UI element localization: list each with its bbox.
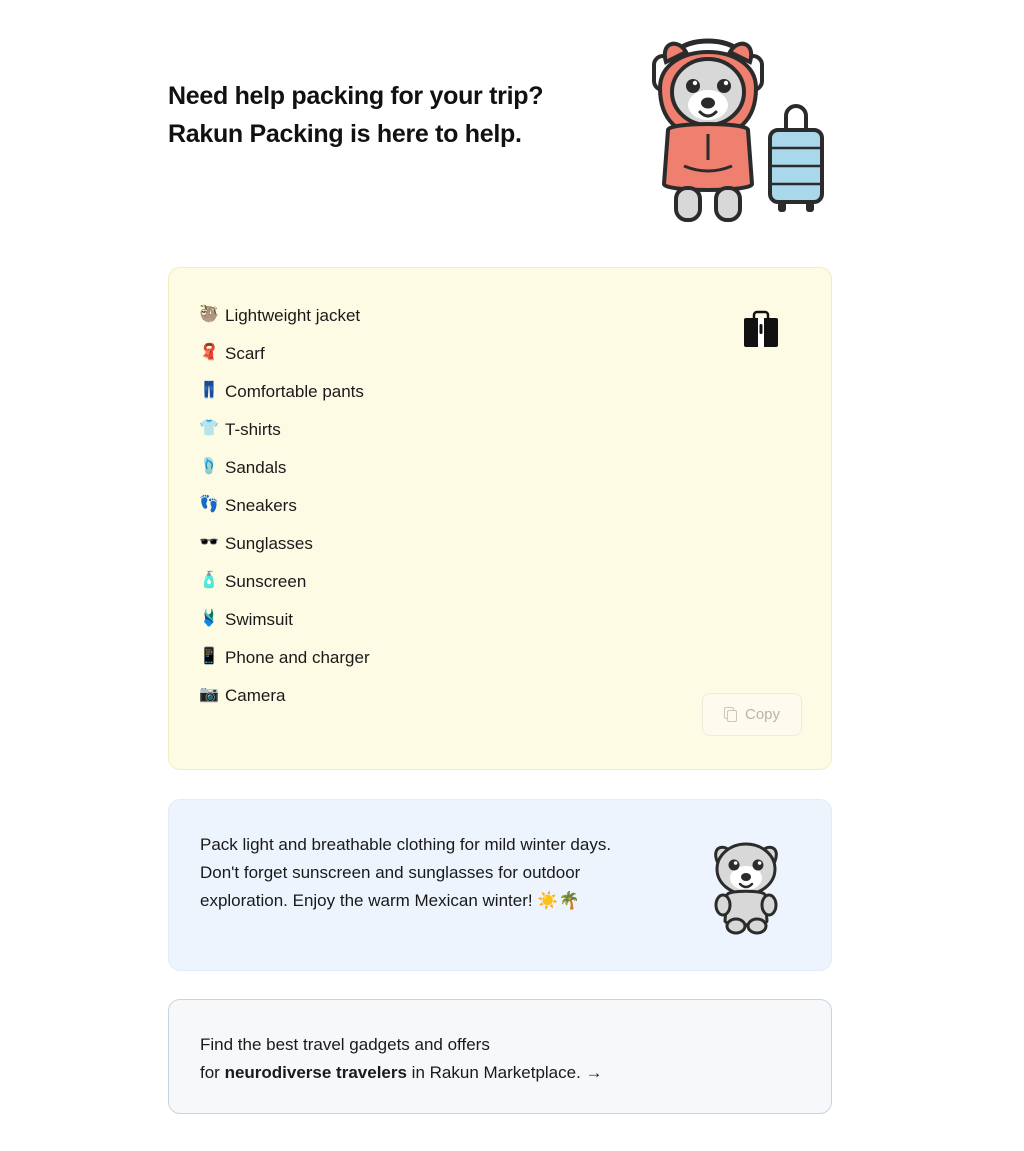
copy-button[interactable]	[702, 693, 802, 736]
list-item	[199, 524, 370, 562]
swimsuit-icon: 🩱	[199, 610, 219, 627]
list-item	[199, 334, 370, 372]
promo-line-1: Find the best travel gadgets and offers	[200, 1035, 490, 1054]
raccoon-mascot-icon	[638, 10, 838, 240]
jacket-icon: 🦥	[199, 306, 219, 323]
list-item-label: Sneakers	[225, 495, 297, 515]
promo-line-2-prefix: for	[200, 1063, 225, 1082]
promo-card[interactable]	[168, 999, 832, 1114]
scarf-icon: 🧣	[199, 344, 219, 361]
promo-text	[200, 1031, 800, 1087]
copy-icon	[724, 707, 738, 723]
list-item	[199, 296, 370, 334]
tshirt-icon: 👕	[199, 420, 219, 437]
list-item	[199, 372, 370, 410]
pants-icon: 👖	[199, 382, 219, 399]
suitcase-icon	[737, 310, 785, 350]
list-item	[199, 638, 370, 676]
list-item-label: Swimsuit	[225, 609, 294, 629]
list-item	[199, 448, 370, 486]
page-title-line-1: Need help packing for your trip?	[168, 82, 544, 110]
list-item-label: Sunglasses	[225, 533, 313, 553]
tip-text: Pack light and breathable clothing for mild winter days. Don't forget sunscreen and sunglasses for outdoor exploration. Enjoy the warm Mexican winter! ☀️🌴	[200, 835, 612, 910]
list-item	[199, 486, 370, 524]
list-item	[199, 676, 370, 714]
page-title-line-2: Rakun Packing is here to help.	[168, 119, 522, 148]
sunglasses-icon: 🕶️	[199, 534, 219, 551]
phone-icon: 📱	[199, 648, 219, 665]
list-item-label: Sandals	[225, 457, 287, 477]
raccoon-mascot-small-icon	[701, 837, 791, 937]
sandals-icon: 🩴	[199, 458, 219, 475]
list-item-label: Comfortable pants	[225, 381, 364, 401]
list-item	[199, 600, 370, 638]
list-item-label: Lightweight jacket	[225, 305, 361, 325]
header	[168, 10, 848, 240]
list-item-label: Camera	[225, 685, 286, 705]
list-item-label: Scarf	[225, 343, 265, 363]
promo-highlight: neurodiverse travelers	[224, 1063, 407, 1082]
page-title	[168, 78, 638, 153]
packing-list-card	[168, 267, 832, 770]
list-item	[199, 562, 370, 600]
sneakers-icon: 👣	[199, 496, 219, 513]
list-item	[199, 410, 370, 448]
camera-icon: 📷	[199, 686, 219, 703]
promo-line-2-suffix: in Rakun Marketplace. →	[406, 1063, 603, 1082]
list-item-label: Phone and charger	[225, 647, 370, 667]
copy-button-label: Copy	[744, 706, 781, 723]
packing-list	[199, 296, 370, 714]
list-item-label: Sunscreen	[225, 571, 307, 591]
tip-card	[168, 799, 832, 971]
list-item-label: T-shirts	[225, 419, 281, 439]
sunscreen-icon: 🧴	[199, 572, 219, 589]
